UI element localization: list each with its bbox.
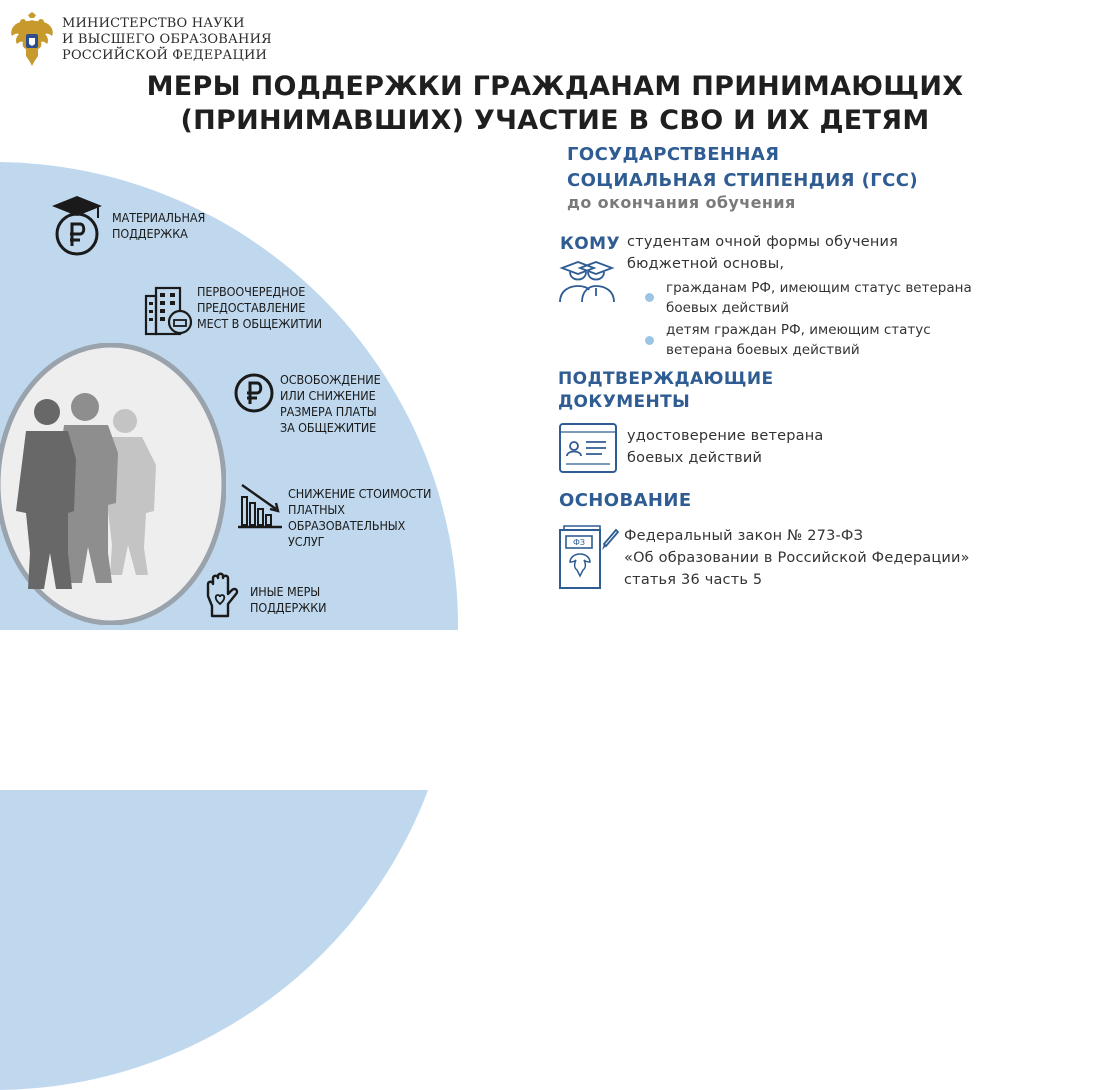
measure-line: ИНЫЕ МЕРЫ <box>250 584 321 599</box>
id-card-icon <box>558 422 618 478</box>
measure-line: МЕСТ В ОБЩЕЖИТИИ <box>197 316 322 331</box>
measure-line: СНИЖЕНИЕ СТОИМОСТИ <box>288 486 432 501</box>
documents-title-line1: ПОДТВЕРЖДАЮЩИЕ <box>558 369 774 389</box>
ministry-emblem-logo <box>6 12 58 68</box>
whom-bullet-line: детям граждан РФ, имеющим статус <box>666 322 931 338</box>
ruble-circle-icon <box>233 372 287 432</box>
ministry-name-line1: МИНИСТЕРСТВО НАУКИ <box>62 16 245 31</box>
ministry-name-line3: РОССИЙСКОЙ ФЕДЕРАЦИИ <box>62 48 268 63</box>
documents-text <box>627 425 823 469</box>
graduation-cap-ruble-icon <box>50 194 104 254</box>
measure-other-support <box>250 584 326 616</box>
measure-line: ПЕРВООЧЕРЕДНОЕ <box>197 284 306 299</box>
whom-text-line1: студентам очной формы обучения <box>627 234 899 250</box>
declining-chart-icon <box>236 481 290 541</box>
soldiers-illustration <box>0 343 226 625</box>
stipend-subtitle: до окончания обучения <box>567 193 796 212</box>
illustration-crop <box>0 630 560 790</box>
whom-label: КОМУ <box>560 234 620 254</box>
dormitory-building-icon <box>144 284 198 344</box>
stipend-title-line2: СОЦИАЛЬНАЯ СТИПЕНДИЯ (ГСС) <box>567 170 918 191</box>
law-document-icon <box>556 524 620 598</box>
measure-line: МАТЕРИАЛЬНАЯ <box>112 210 206 225</box>
page-title <box>0 70 1110 138</box>
basis-text-line1: Федеральный закон № 273-ФЗ <box>624 528 864 544</box>
basis-text <box>624 525 970 591</box>
whom-text <box>627 231 898 275</box>
page-title-line2: (ПРИНИМАВШИХ) УЧАСТИЕ В СВО И ИХ ДЕТЯМ <box>180 105 930 136</box>
measure-line: УСЛУГ <box>288 534 325 549</box>
bullet-dot <box>645 293 654 302</box>
whom-bullet-1 <box>666 278 972 318</box>
measure-material-support <box>112 210 205 242</box>
measure-education-cost <box>288 486 431 550</box>
whom-bullet-line: ветерана боевых действий <box>666 342 860 358</box>
hand-heart-icon <box>202 570 256 630</box>
page-title-line1: МЕРЫ ПОДДЕРЖКИ ГРАЖДАНАМ ПРИНИМАЮЩИХ <box>146 71 964 102</box>
whom-bullet-line: гражданам РФ, имеющим статус ветерана <box>666 280 972 296</box>
measure-line: ИЛИ СНИЖЕНИЕ <box>280 388 376 403</box>
stipend-title <box>567 142 918 194</box>
basis-title: ОСНОВАНИЕ <box>559 490 692 511</box>
law-badge-text: ФЗ <box>572 538 586 547</box>
documents-text-line1: удостоверение ветерана <box>627 428 824 444</box>
measure-line: ПОДДЕРЖКИ <box>250 600 327 615</box>
measure-line: РАЗМЕРА ПЛАТЫ <box>280 404 377 419</box>
measure-line: ОБРАЗОВАТЕЛЬНЫХ <box>288 518 406 533</box>
measure-line: ПЛАТНЫХ <box>288 502 345 517</box>
ministry-name <box>62 16 272 64</box>
whom-bullet-2 <box>666 320 931 360</box>
stipend-title-line1: ГОСУДАРСТВЕННАЯ <box>567 144 780 165</box>
measure-line: ОСВОБОЖДЕНИЕ <box>280 372 381 387</box>
whom-text-line2: бюджетной основы, <box>627 256 785 272</box>
whom-bullet-line: боевых действий <box>666 300 789 316</box>
measure-line: ПРЕДОСТАВЛЕНИЕ <box>197 300 306 315</box>
measure-line: ЗА ОБЩЕЖИТИЕ <box>280 420 377 435</box>
basis-text-line3: статья 36 часть 5 <box>624 572 763 588</box>
documents-text-line2: боевых действий <box>627 450 763 466</box>
measure-dormitory-priority <box>197 284 322 332</box>
bullet-dot <box>645 336 654 345</box>
ministry-name-line2: И ВЫСШЕГО ОБРАЗОВАНИЯ <box>62 32 272 47</box>
measure-dormitory-fee <box>280 372 381 436</box>
measure-line: ПОДДЕРЖКА <box>112 226 188 241</box>
documents-title-line2: ДОКУМЕНТЫ <box>558 392 691 412</box>
documents-title <box>558 368 774 414</box>
graduates-icon <box>558 260 616 308</box>
basis-text-line2: «Об образовании в Российской Федерации» <box>624 550 970 566</box>
